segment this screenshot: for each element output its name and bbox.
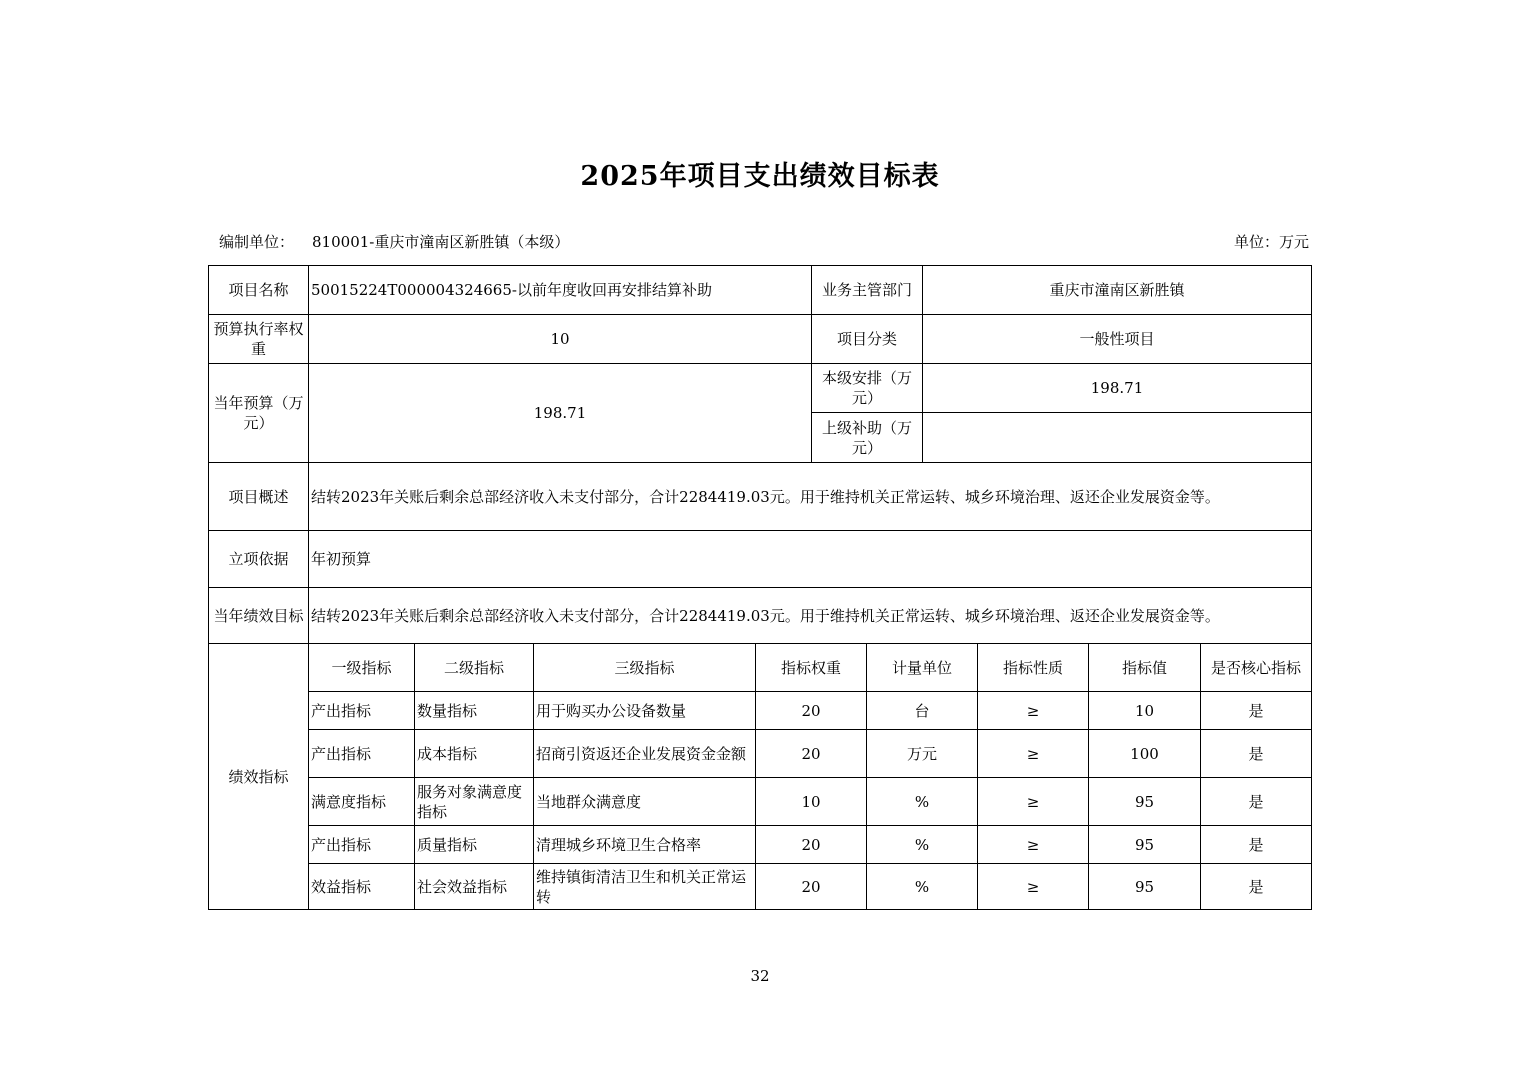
unit-cell: % <box>867 826 978 864</box>
level3-cell: 招商引资返还企业发展资金金额 <box>534 730 756 778</box>
goal-value: 结转2023年关账后剩余总部经济收入未支付部分，合计2284419.03元。用于维持机关正常运转、城乡环境治理、返还企业发展资金等。 <box>309 588 1312 644</box>
unit-cell: % <box>867 778 978 826</box>
project-name-value: 50015224T000004324665-以前年度收回再安排结算补助 <box>309 266 812 315</box>
core-cell: 是 <box>1201 778 1312 826</box>
value-cell: 95 <box>1089 778 1201 826</box>
header-unit: 计量单位 <box>867 644 978 692</box>
value-cell: 95 <box>1089 864 1201 910</box>
category-label: 项目分类 <box>812 315 923 364</box>
row-budget-local <box>209 364 1312 413</box>
nature-cell: ≥ <box>978 730 1089 778</box>
core-cell: 是 <box>1201 730 1312 778</box>
row-overview <box>209 463 1312 531</box>
level3-cell: 维持镇街清洁卫生和机关正常运转 <box>534 864 756 910</box>
header-nature: 指标性质 <box>978 644 1089 692</box>
table-row <box>209 778 1312 826</box>
level1-cell: 产出指标 <box>309 730 415 778</box>
local-label: 本级安排（万元） <box>812 364 923 413</box>
performance-table <box>208 265 1312 910</box>
table-row <box>209 730 1312 778</box>
local-value: 198.71 <box>923 364 1312 413</box>
weight-cell: 20 <box>756 730 867 778</box>
weight-value: 10 <box>309 315 812 364</box>
nature-cell: ≥ <box>978 864 1089 910</box>
core-cell: 是 <box>1201 826 1312 864</box>
header-level2: 二级指标 <box>415 644 534 692</box>
header-core: 是否核心指标 <box>1201 644 1312 692</box>
row-basis <box>209 531 1312 588</box>
org-line <box>219 231 569 252</box>
overview-value: 结转2023年关账后剩余总部经济收入未支付部分，合计2284419.03元。用于维持机关正常运转、城乡环境治理、返还企业发展资金等。 <box>309 463 1312 531</box>
basis-label: 立项依据 <box>209 531 309 588</box>
dept-label: 业务主管部门 <box>812 266 923 315</box>
row-project-name <box>209 266 1312 315</box>
indicator-section-label: 绩效指标 <box>209 644 309 910</box>
upper-label: 上级补助（万元） <box>812 413 923 463</box>
header-value: 指标值 <box>1089 644 1201 692</box>
indicator-header-row <box>209 644 1312 692</box>
overview-label: 项目概述 <box>209 463 309 531</box>
dept-value: 重庆市潼南区新胜镇 <box>923 266 1312 315</box>
value-cell: 95 <box>1089 826 1201 864</box>
budget-label: 当年预算（万元） <box>209 364 309 463</box>
budget-value: 198.71 <box>309 364 812 463</box>
value-cell: 100 <box>1089 730 1201 778</box>
org-value: 810001-重庆市潼南区新胜镇（本级） <box>312 233 570 251</box>
nature-cell: ≥ <box>978 778 1089 826</box>
level3-cell: 当地群众满意度 <box>534 778 756 826</box>
project-name-label: 项目名称 <box>209 266 309 315</box>
level2-cell: 成本指标 <box>415 730 534 778</box>
level2-cell: 服务对象满意度指标 <box>415 778 534 826</box>
weight-cell: 20 <box>756 864 867 910</box>
level1-cell: 产出指标 <box>309 826 415 864</box>
category-value: 一般性项目 <box>923 315 1312 364</box>
table-row <box>209 692 1312 730</box>
weight-label: 预算执行率权重 <box>209 315 309 364</box>
core-cell: 是 <box>1201 692 1312 730</box>
unit-cell: 万元 <box>867 730 978 778</box>
weight-cell: 20 <box>756 826 867 864</box>
page-title: 2025年项目支出绩效目标表 <box>580 161 940 192</box>
value-cell: 10 <box>1089 692 1201 730</box>
table-row <box>209 826 1312 864</box>
table-row <box>209 864 1312 910</box>
header-level3: 三级指标 <box>534 644 756 692</box>
level1-cell: 效益指标 <box>309 864 415 910</box>
row-goal <box>209 588 1312 644</box>
weight-cell: 10 <box>756 778 867 826</box>
upper-value <box>923 413 1312 463</box>
org-label: 编制单位： <box>219 233 295 251</box>
header-level1: 一级指标 <box>309 644 415 692</box>
nature-cell: ≥ <box>978 826 1089 864</box>
header-weight: 指标权重 <box>756 644 867 692</box>
basis-value: 年初预算 <box>309 531 1312 588</box>
level2-cell: 数量指标 <box>415 692 534 730</box>
unit-cell: 台 <box>867 692 978 730</box>
unit-cell: % <box>867 864 978 910</box>
level2-cell: 质量指标 <box>415 826 534 864</box>
page-number: 32 <box>750 967 770 985</box>
level2-cell: 社会效益指标 <box>415 864 534 910</box>
level1-cell: 满意度指标 <box>309 778 415 826</box>
level1-cell: 产出指标 <box>309 692 415 730</box>
row-weight <box>209 315 1312 364</box>
nature-cell: ≥ <box>978 692 1089 730</box>
weight-cell: 20 <box>756 692 867 730</box>
goal-label: 当年绩效目标 <box>209 588 309 644</box>
core-cell: 是 <box>1201 864 1312 910</box>
level3-cell: 清理城乡环境卫生合格率 <box>534 826 756 864</box>
unit-label: 单位：万元 <box>1233 233 1309 251</box>
level3-cell: 用于购买办公设备数量 <box>534 692 756 730</box>
